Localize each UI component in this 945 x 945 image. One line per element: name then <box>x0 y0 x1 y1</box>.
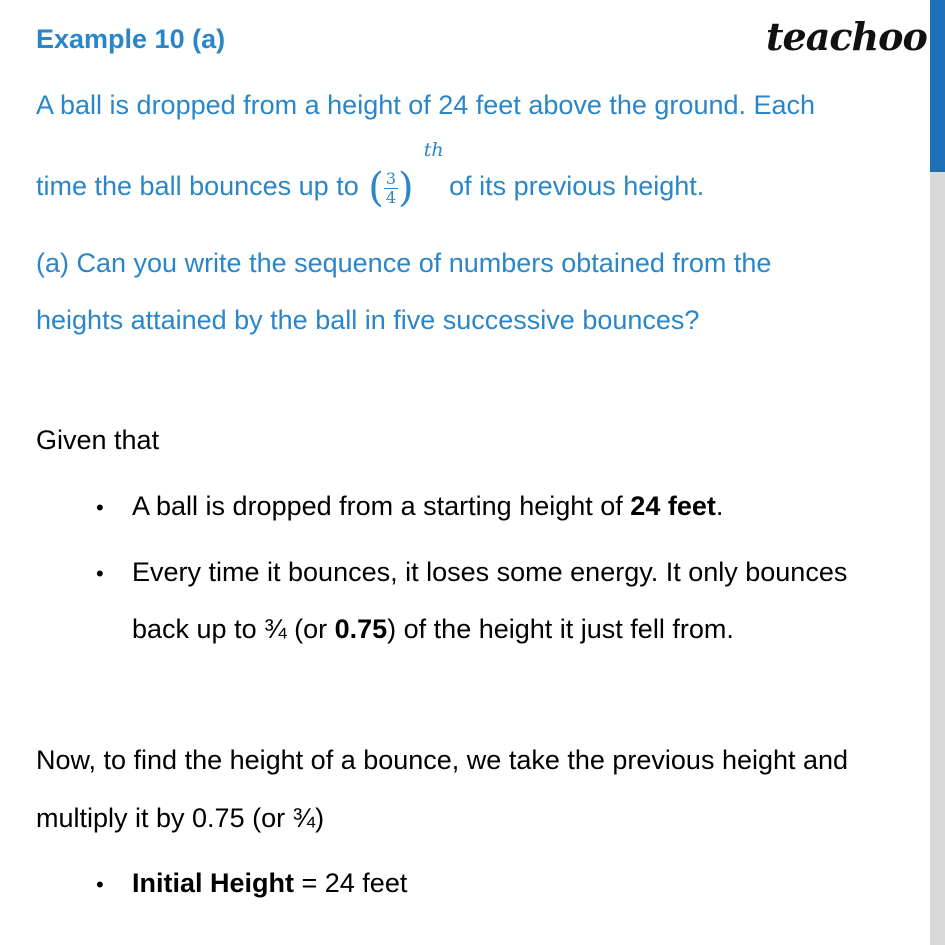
given-bullet-1-text: A ball is dropped from a starting height of <box>132 491 631 521</box>
question-line-2-end: of its previous height. <box>449 171 705 202</box>
given-bullet-2-line-2 <box>132 614 734 645</box>
fraction-numerator: 3 <box>385 168 397 188</box>
bullet-marker: • <box>96 561 104 586</box>
scrollbar-thumb[interactable] <box>930 0 945 172</box>
question-line-1: A ball is dropped from a height of 24 feet above the ground. Each <box>36 90 816 120</box>
scrollbar[interactable] <box>930 0 945 945</box>
fraction-denominator: 4 <box>385 187 397 207</box>
given-bullet-1 <box>132 491 723 522</box>
question-line-4: heights attained by the ball in five successive bounces? <box>36 305 700 335</box>
bullet-marker: • <box>96 495 104 520</box>
given-heading: Given that <box>36 425 160 455</box>
method-bullet-1-bold: Initial Height <box>132 868 294 898</box>
question-line-2 <box>36 139 705 211</box>
given-bullet-1-bold: 24 feet <box>630 491 716 521</box>
given-bullet-2-bold: 0.75 <box>334 614 388 644</box>
given-bullet-2-text: back up to ¾ (or <box>132 614 335 644</box>
given-bullet-1-end: . <box>715 491 724 521</box>
fraction-superscript: th <box>423 139 444 161</box>
teachoo-logo: teachoo <box>766 14 927 59</box>
example-title: Example 10 (a) <box>36 24 226 54</box>
fraction-three-fourths <box>368 139 444 211</box>
method-bullet-1 <box>132 868 407 899</box>
fraction <box>384 170 398 207</box>
method-line-2: multiply it by 0.75 (or ¾) <box>36 803 325 833</box>
question-line-2-start: time the ball bounces up to <box>36 171 359 202</box>
right-paren: ) <box>398 165 414 211</box>
method-line-1: Now, to find the height of a bounce, we take the previous height and <box>36 745 849 775</box>
left-paren: ( <box>368 165 384 211</box>
given-bullet-2-end: ) of the height it just fell from. <box>387 614 734 644</box>
given-bullet-2-line-1: Every time it bounces, it loses some energy. It only bounces <box>132 557 848 587</box>
bullet-marker: • <box>96 872 104 897</box>
question-line-3: (a) Can you write the sequence of numbers obtained from the <box>36 248 772 278</box>
method-bullet-1-text: = 24 feet <box>294 868 408 898</box>
